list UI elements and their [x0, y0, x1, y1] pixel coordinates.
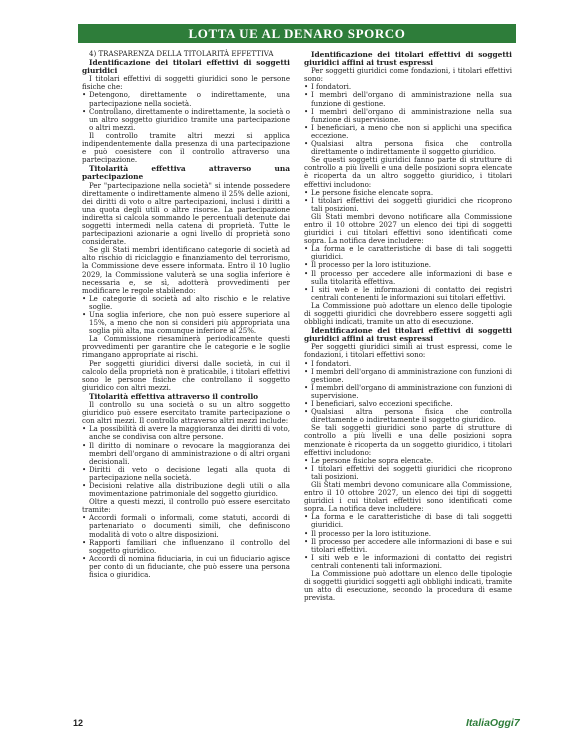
bullet-item: [82, 466, 290, 482]
bullet-item: [82, 514, 290, 538]
bullet-icon: •: [304, 260, 309, 270]
bullet-icon: •: [304, 399, 309, 409]
bullet-icon: •: [304, 552, 309, 562]
paragraph: La Commissione può adottare un elenco delle tipologie di soggetti giuridici che dovrebbero essere soggetti agli obblighi indicati, tramite un atto di esecuzione.: [304, 300, 512, 327]
bullet-icon: •: [82, 424, 87, 434]
bullet-item: [304, 408, 512, 424]
bullet-text: I membri dell'organo di amministrazione con funzioni di supervisione.: [311, 382, 512, 400]
bullet-item: [304, 384, 512, 400]
paragraph: Gli Stati membri devono comunicare alla Commissione, entro il 10 ottobre 2027, un elenco dei tipi di soggetti giuridici i cui titolari effettivi sono identificati come sopra. La notifica deve includere:: [304, 479, 512, 514]
bullet-text: Il processo per la loro istituzione.: [311, 528, 432, 538]
bullet-text: Il processo per accedere alle informazioni di base e sui titolari effettivi.: [311, 536, 512, 554]
paragraph: La Commissione può adottare un elenco delle tipologie di soggetti giuridici soggetti agli obblighi indicati, tramite un atto di esecuzione, secondo la procedura di esame prevista.: [304, 569, 512, 603]
bullet-icon: •: [82, 440, 87, 450]
bullet-item: [82, 442, 290, 466]
bullet-text: I siti web e le informazioni di contatto dei registri centrali contenenti tali informazioni.: [311, 552, 512, 570]
paragraph: Per soggetti giuridici come fondazioni, i titolari effettivi sono:: [304, 66, 512, 84]
bullet-text: I titolari effettivi dei soggetti giuridici che ricoprono tali posizioni.: [311, 195, 512, 213]
section-heading: Identificazione dei titolari effettivi di soggetti giuridici: [82, 58, 290, 76]
bullet-item: [304, 554, 512, 570]
section-heading: Titolarità effettiva attraverso una partecipazione: [82, 164, 290, 182]
bullet-text: La possibilità di avere la maggioranza dei diritti di voto, anche se condivisa con altre persone.: [89, 424, 290, 442]
paragraph: Per "partecipazione nella società" si intende possedere direttamente o indirettamente almeno il 25% delle azioni, dei diritti di voto o altre partecipazioni, inclusi i diritti a una quota degli utili o altre risorse. La partecipazione indiretta si calcola sommando le percentuali detenute dai soggetti intermedi nella catena di proprietà. Tutte le partecipazioni azionarie a ogni livello di proprietà sono considerate.: [82, 180, 290, 247]
bullet-item: [304, 91, 512, 107]
bullet-icon: •: [304, 284, 309, 294]
paragraph: Il controllo tramite altri mezzi si applica indipendentemente dalla presenza di una partecipazione e può coesistere con il controllo attraverso una partecipazione.: [82, 130, 290, 165]
bullet-icon: •: [82, 310, 87, 319]
bullet-text: Il diritto di nominare o revocare la maggioranza dei membri dell'organo di amministrazione o di altri organi decisionali.: [89, 440, 290, 466]
bullet-item: [304, 197, 512, 213]
section-banner: LOTTA UE AL DENARO SPORCO: [78, 24, 516, 43]
paragraph: I titolari effettivi di soggetti giuridici sono le persone fisiche che:: [82, 74, 290, 92]
bullet-icon: •: [82, 553, 87, 563]
bullet-text: Controllano, direttamente o indirettamente, la società o un altro soggetto giuridico tramite una partecipazione o altri mezzi.: [89, 106, 290, 132]
bullet-icon: •: [304, 358, 309, 368]
bullet-item: [82, 482, 290, 498]
bullet-icon: •: [304, 139, 309, 149]
section-heading: Identificazione dei titolari effettivi di soggetti giuridici affini ai trust espressi: [304, 50, 512, 68]
bullet-text: Rapporti familiari che influenzano il controllo del soggetto giuridico.: [89, 537, 290, 555]
bullet-text: I membri dell'organo di amministrazione nella sua funzione di gestione.: [311, 90, 512, 108]
bullet-text: I membri dell'organo di amministrazione con funzioni di gestione.: [311, 366, 512, 384]
publication-logo: ItaliaOggi7: [466, 717, 520, 729]
paragraph: Per soggetti giuridici diversi dalle società, in cui il calcolo della proprietà non è praticabile, i titolari effettivi sono le persone fisiche che controllano il soggetto giuridico con altri mezzi.: [82, 358, 290, 392]
article-column-left: [82, 50, 290, 579]
bullet-icon: •: [304, 106, 309, 116]
bullet-item: [304, 245, 512, 261]
bullet-text: Le categorie di società ad alto rischio e le relative soglie.: [89, 293, 290, 311]
bullet-text: Le persone fisiche elencate sopra.: [311, 187, 434, 197]
bullet-text: La forma e le caratteristiche di base di tali soggetti giuridici.: [311, 244, 512, 262]
bullet-text: I beneficiari, a meno che non si applichi una specifica eccezione.: [311, 122, 512, 140]
paragraph: Se questi soggetti giuridici fanno parte di strutture di controllo a più livelli e una delle posizioni sopra elencate è ricoperta da un altro soggetto giuridico, i titolari effettivi includono:: [304, 155, 512, 189]
bullet-item: [304, 368, 512, 384]
bullet-item: [82, 425, 290, 441]
bullet-icon: •: [304, 187, 309, 197]
bullet-text: I titolari effettivi dei soggetti giuridici che ricoprono tali posizioni.: [311, 463, 512, 481]
bullet-text: I membri dell'organo di amministrazione nella sua funzione di supervisione.: [311, 106, 512, 124]
bullet-item: [82, 311, 290, 335]
bullet-icon: •: [82, 293, 87, 303]
bullet-text: Il processo per la loro istituzione.: [311, 260, 432, 270]
bullet-icon: •: [304, 195, 309, 205]
bullet-icon: •: [82, 537, 87, 547]
paragraph: Per soggetti giuridici simili ai trust espressi, come le fondazioni, i titolari effettivi sono:: [304, 342, 512, 360]
bullet-item: [82, 539, 290, 555]
bullet-item: [304, 465, 512, 481]
bullet-item: [304, 108, 512, 124]
bullet-text: I beneficiari, salvo eccezioni specifiche.: [311, 399, 453, 409]
bullet-text: Accordi di nomina fiduciaria, in cui un fiduciario agisce per conto di un fiduciante, che può essere una persona fisica o giuridica.: [89, 553, 290, 579]
bullet-item: [82, 555, 290, 579]
bullet-icon: •: [82, 464, 87, 474]
bullet-text: Diritti di veto o decisione legati alla quota di partecipazione nella società.: [89, 464, 290, 482]
bullet-text: Decisioni relative alla distribuzione degli utili o alla movimentazione patrimoniale del soggetto giuridico.: [89, 480, 290, 499]
bullet-text: Detengono, direttamente o indirettamente, una partecipazione nella società.: [89, 90, 290, 108]
bullet-icon: •: [304, 463, 309, 473]
bullet-text: I fondatori.: [311, 82, 352, 92]
page-number: 12: [73, 718, 84, 728]
bullet-icon: •: [304, 122, 309, 132]
bullet-item: [304, 124, 512, 140]
bullet-icon: •: [82, 480, 87, 490]
bullet-icon: •: [304, 536, 309, 546]
bullet-icon: •: [82, 90, 87, 100]
bullet-icon: •: [304, 82, 309, 92]
paragraph: Gli Stati membri devono notificare alla Commissione entro il 10 ottobre 2027 un elenco dei tipi di soggetti giuridici i cui titolari effettivi sono identificati come sopra. La notifica deve includere:: [304, 211, 512, 246]
bullet-icon: •: [82, 513, 87, 523]
bullet-item: [304, 140, 512, 156]
bullet-text: Qualsiasi altra persona fisica che controlla direttamente o indirettamente il soggetto giuridico.: [311, 407, 512, 425]
article-column-right: [304, 50, 512, 602]
bullet-item: [304, 513, 512, 529]
bullet-icon: •: [82, 106, 87, 116]
bullet-icon: •: [304, 268, 309, 278]
bullet-item: [82, 108, 290, 132]
paragraph: Se tali soggetti giuridici sono parte di strutture di controllo a più livelli e una delle posizioni sopra menzionate è ricoperta da un soggetto giuridico, i titolari effettivi includono:: [304, 423, 512, 457]
bullet-icon: •: [304, 90, 309, 100]
bullet-text: Una soglia inferiore, che non può essere superiore al 15%, a meno che non si consideri più appropriata una soglia più alta, ma comunque inferiore al 25%.: [89, 310, 290, 336]
paragraph: Il controllo su una società o su un altro soggetto giuridico può essere esercitato tramite partecipazione o con altri mezzi. Il controllo attraverso altri mezzi include:: [82, 400, 290, 426]
bullet-item: [304, 286, 512, 302]
bullet-icon: •: [304, 512, 309, 522]
bullet-icon: •: [304, 382, 309, 392]
paragraph: Se gli Stati membri identificano categorie di società ad alto rischio di riciclaggio e finanziamento del terrorismo, la Commissione deve essere informata. Entro il 10 luglio 2029, la Commissione valuterà se una soglia inferiore è necessaria e, se sì, adotterà provvedimenti per modificare le regole stabilendo:: [82, 245, 290, 295]
section-heading: Titolarità effettiva attraverso il controllo: [89, 391, 259, 401]
bullet-icon: •: [304, 244, 309, 254]
bullet-icon: •: [304, 528, 309, 538]
bullet-item: [304, 270, 512, 286]
bullet-text: I fondatori.: [311, 358, 352, 368]
bullet-item: [82, 295, 290, 311]
bullet-icon: •: [304, 407, 309, 417]
bullet-icon: •: [304, 455, 309, 465]
paragraph: 4) TRASPARENZA DELLA TITOLARITÀ EFFETTIVA: [89, 49, 274, 58]
bullet-item: [82, 91, 290, 107]
bullet-text: Le persone fisiche sopra elencate.: [311, 455, 434, 465]
bullet-text: Il processo per accedere alle informazioni di base e sulla titolarità effettiva.: [311, 268, 512, 286]
bullet-text: Qualsiasi altra persona fisica che controlla direttamente o indirettamente il soggetto giuridico.: [311, 139, 512, 157]
bullet-item: [304, 538, 512, 554]
section-heading: Identificazione dei titolari effettivi di soggetti giuridici affini ai trust espressi: [304, 326, 512, 344]
paragraph: Oltre a questi mezzi, il controllo può essere esercitato tramite:: [82, 497, 290, 515]
bullet-text: I siti web e le informazioni di contatto dei registri centrali contenenti le informazioni sui titolari effettivi.: [311, 284, 512, 302]
paragraph: La Commissione riesaminerà periodicamente questi provvedimenti per garantire che le categorie e le soglie rimangano appropriate ai rischi.: [82, 334, 290, 360]
bullet-text: Accordi formali o informali, come statuti, accordi di partenariato o documenti simili, che definiscono modalità di voto o altre disposizioni.: [89, 513, 290, 539]
bullet-text: La forma e le caratteristiche di base di tali soggetti giuridici.: [311, 512, 512, 530]
bullet-icon: •: [304, 366, 309, 376]
